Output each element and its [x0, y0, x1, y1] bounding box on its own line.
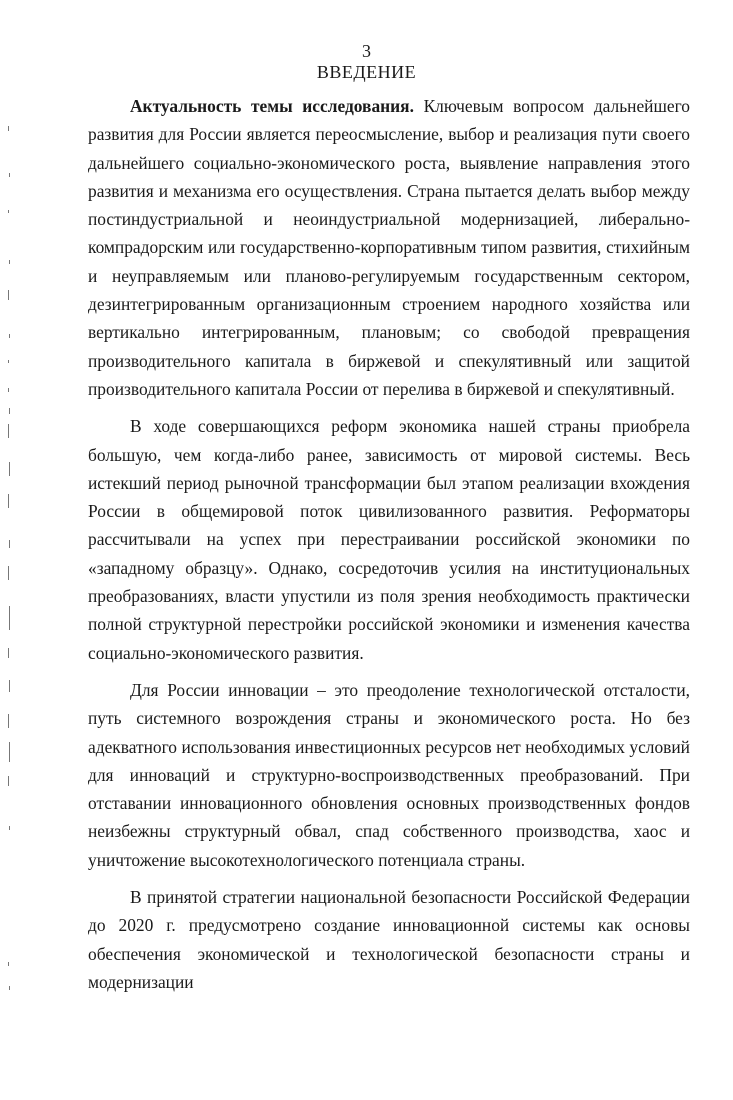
body-text — [88, 92, 690, 996]
paragraph-3: Для России инновации – это преодоление технологической отсталости, путь системного возрождения страны и экономического роста. Но без адекватного использования инвестиционных ресурсов нет необходимых условий для инноваций и структурно-воспроизводственных преобразований. При отставании инновационного обновления основных производственных фондов неизбежны структурный обвал, спад собственного производства, хаос и уничтожение высокотехнологического потенциала страны. — [88, 679, 690, 870]
paragraph-1-lead: Актуальность темы исследования. — [130, 96, 414, 116]
paragraph-2: В ходе совершающихся реформ экономика нашей страны приобрела большую, чем когда-либо ранее, зависимость от мировой системы. Весь истекший период рыночной трансформации был этапом реализации вхождения России в общемировой поток цивилизованного развития. Реформаторы рассчитывали на успех при перестраивании российской экономики по «западному образцу». Однако, сосредоточив усилия на институциональных преобразованиях, власти упустили из поля зрения необходимость практически полной структурной перестройки российской экономики и изменения качества социально-экономического развития. — [88, 416, 690, 663]
scan-margin-marks — [0, 0, 20, 1100]
paragraph-1-text: Ключевым вопросом дальнейшего развития для России является переосмысление, выбор и реализация пути своего дальнейшего социально-экономического роста, выявление направления этого развития и механизма его осуществления. Страна пытается делать выбор между постиндустриальной и неоиндустриальной модернизацией, либерально-компрадорским или государственно-корпоративным типом развития, стихийным и неуправляемым или планово-регулируемым государственным сектором, дезинтегрированным организационным строением народного хозяйства или вертикально интегрированным, плановым; со свободой превращения производительного капитала в биржевой и спекулятивный или защитой производительного капитала России от перелива в биржевой и спекулятивный. — [88, 96, 690, 399]
paragraph-4: В принятой стратегии национальной безопасности Российской Федерации до 2020 г. предусмотрено создание инновационной системы как основы обеспечения экономической и технологической безопасности страны и модернизации — [88, 887, 690, 992]
paragraph-1 — [88, 92, 690, 403]
section-title: ВВЕДЕНИЕ — [316, 62, 417, 82]
page-number: 3 — [362, 41, 371, 61]
